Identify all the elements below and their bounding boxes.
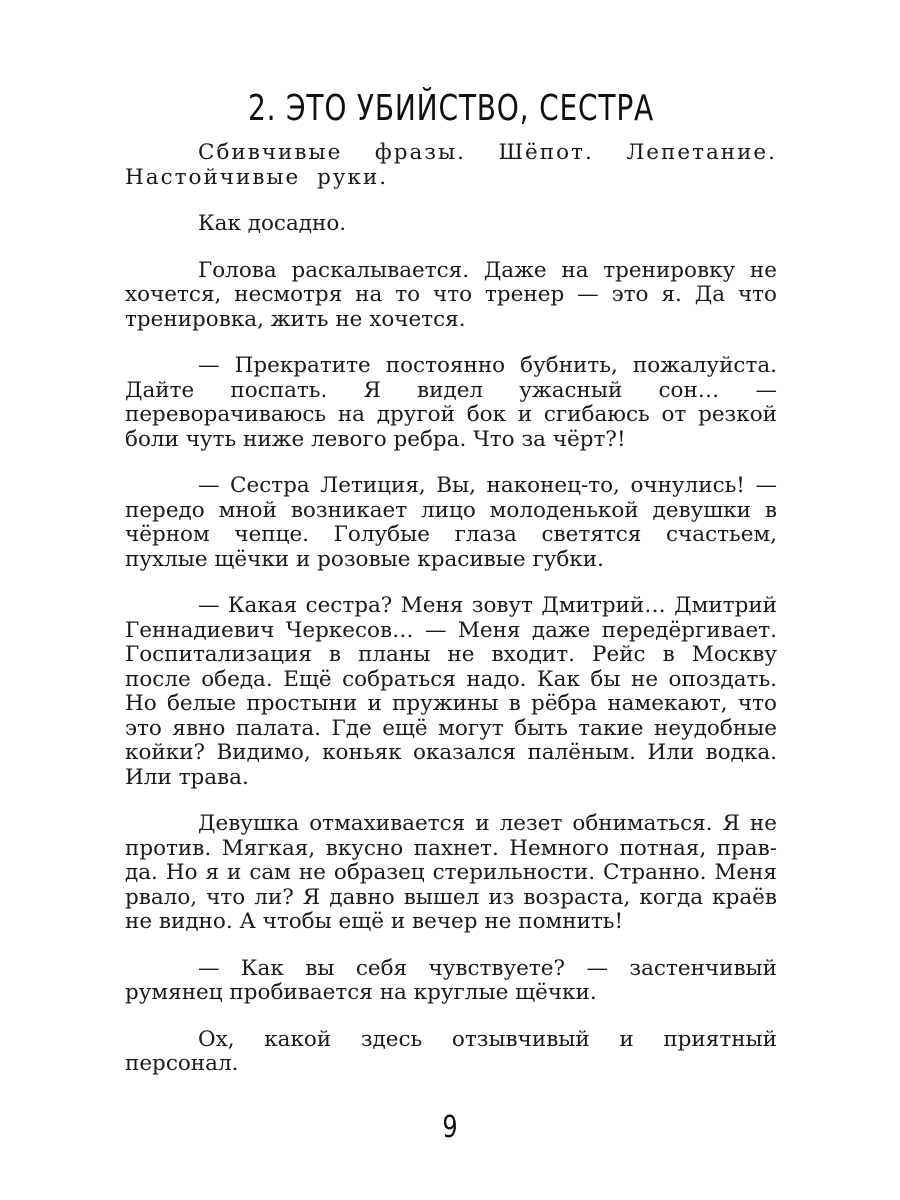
paragraph-5: — Сестра Летиция, Вы, наконец-то, очнулись! — передо мной возникает лицо молоденькой девушки в чёрном чепце. Голубые глаза светятся счастьем, пухлые щёчки и розовые красивые губки. — [125, 473, 777, 572]
chapter-title: 2. ЭТО УБИЙСТВО, СЕСТРА — [247, 88, 655, 129]
paragraph-2: Как досадно. — [198, 211, 347, 236]
paragraph-1: Сбивчивые фразы. Шёпот. Лепетание. Настойчивые руки. — [125, 140, 777, 190]
paragraph-3: Голова раскалывается. Даже на тренировку не хочется, несмотря на то что тренер — это я. Да что тренировка, жить не хочется. — [125, 257, 777, 332]
paragraph-4: — Прекратите постоянно бубнить, пожалуйста. Дайте поспать. Я видел ужасный сон… — переворачиваюсь на другой бок и сгибаюсь от резкой боли чуть ниже левого ребра. Что за чёрт?! — [125, 353, 777, 452]
paragraph-6: — Какая сестра? Меня зовут Дмитрий… Дмитрий Геннадиевич Черкесов… — Меня даже передёргивает. Госпитализация в планы не входит. Рейс в Москву после обеда. Ещё собраться надо. Как бы не опоздать. Но белые простыни и пружины в рёбра намекают, что это явно палата. Где ещё могут быть такие неудобные койки? Видимо, коньяк оказался палёным. Или водка. Или трава. — [125, 593, 777, 790]
paragraph-9: Ох, какой здесь отзывчивый и приятный персонал. — [125, 1026, 777, 1076]
book-page — [125, 88, 777, 1099]
page-number: 9 — [442, 1110, 458, 1145]
paragraph-8: — Как вы себя чувствуете? — застенчивый румянец пробивается на круглые щёчки. — [125, 955, 777, 1005]
paragraph-7: Девушка отмахивается и лезет обниматься. Я не против. Мягкая, вкусно пахнет. Немного потная, правда. Но я и сам не образец стерильности. Странно. Меня рвало, что ли? Я давно вышел из возраста, когда краёв не видно. А чтобы ещё и вечер не помнить! — [125, 811, 777, 934]
